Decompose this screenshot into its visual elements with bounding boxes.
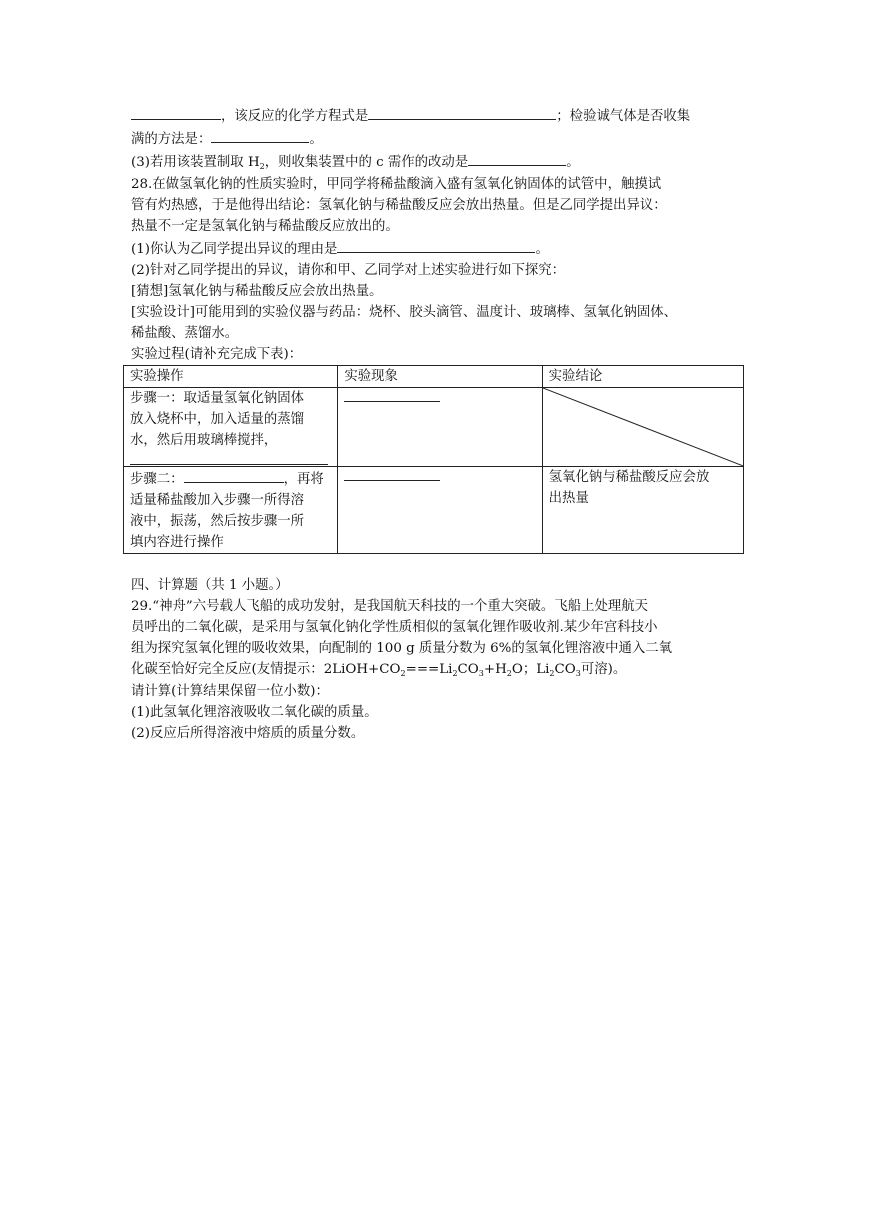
q28-part-2: (2)针对乙同学提出的异议，请你和甲、乙同学对上述实验进行如下探究： [131, 263, 566, 278]
step2-phenomenon-cell [338, 467, 542, 554]
q29-line-2: 员呼出的二氧化碳，是采用与氢氧化钠化学性质相似的氢氧化锂作吸收剂.某少年宫科技小 [131, 620, 658, 635]
q29-line-4 [131, 659, 751, 681]
q29-part-2: (2)反应后所得溶液中熔质的质量分数。 [131, 726, 365, 741]
subscript: 2 [259, 162, 265, 171]
table-header: 实验结论 [542, 366, 743, 388]
q29-line-1: 29.“神舟”六号载人飞船的成功发射，是我国航天科技的一个重大突破。飞船上处理航天 [131, 599, 649, 614]
cell-line: 出热量 [548, 491, 589, 506]
q29-line-3: 组为探究氢氧化锂的吸收效果，向配制的 100 g 质量分数为 6%的氢氧化锂溶液中通入二氧 [131, 641, 673, 656]
text: +H [483, 662, 507, 677]
cell-line: 放入烧杯中，加入适量的蒸馏 [130, 412, 305, 427]
q28-line-2: 管有灼热感，于是他得出结论：氢氧化钠与稀盐酸反应会放出热量。但是乙同学提出异议： [131, 198, 667, 213]
subscript: 2 [506, 669, 512, 678]
text: O；Li [511, 662, 550, 677]
q28-design-2: 稀盐酸、蒸馏水。 [131, 326, 239, 341]
cell-line: 液中，振荡，然后按步骤一所 [130, 514, 305, 529]
text: CO [554, 662, 576, 677]
answer-blank[interactable] [184, 467, 284, 483]
text: 化碳至恰好完全反应(友情提示：2LiOH+CO [131, 662, 401, 677]
q27-line-1 [131, 104, 751, 127]
table-row [124, 467, 744, 554]
cell-line: 氢氧化钠与稀盐酸反应会放 [548, 470, 710, 485]
table-header-row [124, 366, 744, 388]
q29-ask: 请计算(计算结果保留一位小数)： [131, 684, 329, 699]
q29-part-1: (1)此氢氧化锂溶液吸收二氧化碳的质量。 [131, 705, 378, 720]
subscript: 2 [452, 669, 458, 678]
q28-guess: [猜想]氢氧化钠与稀盐酸反应会放出热量。 [131, 284, 383, 299]
q28-line-3: 热量不一定是氢氧化钠与稀盐酸反应放出的。 [131, 219, 399, 234]
cell-line: 填内容进行操作 [130, 535, 224, 550]
answer-blank[interactable] [211, 127, 309, 143]
step2-operation-cell [124, 467, 338, 554]
text: (3)若用该装置制取 H [131, 155, 260, 170]
subscript: 3 [575, 669, 581, 678]
table-row [124, 388, 744, 467]
step1-phenomenon-cell [338, 388, 542, 467]
text: ，再将 [283, 472, 324, 487]
q28-design-1: [实验设计]可能用到的实验仪器与药品：烧杯、胶头滴管、温度计、玻璃棒、氢氧化钠固体、 [131, 305, 678, 320]
text: 满的方法是： [131, 132, 212, 147]
section-heading: 四、计算题（共 1 小题。） [131, 578, 289, 593]
text: 。 [566, 155, 580, 170]
text: ；检验诚气体是否收集 [556, 109, 691, 124]
step2-conclusion-cell [542, 467, 743, 554]
cell-line: 水，然后用玻璃棒搅拌， [130, 433, 278, 448]
answer-blank[interactable] [130, 456, 328, 465]
cell-line [130, 467, 331, 490]
answer-blank[interactable] [344, 389, 440, 402]
answer-blank[interactable] [131, 104, 221, 120]
answer-blank[interactable] [368, 104, 556, 120]
q27-line-3 [131, 150, 751, 174]
subscript: 3 [478, 669, 484, 678]
document-page [131, 104, 751, 744]
text: ，该反应的化学方程式是 [221, 109, 369, 124]
subscript: 2 [400, 669, 406, 678]
cell-line: 适量稀盐酸加入步骤一所得溶 [130, 493, 305, 508]
text: 。 [535, 242, 549, 257]
text: 。 [309, 132, 323, 147]
text: 可溶)。 [580, 662, 627, 677]
experiment-table [123, 365, 744, 554]
step1-operation-cell [124, 388, 338, 467]
text: 步骤二： [130, 472, 184, 487]
cell-line: 步骤一：取适量氢氧化钠固体 [130, 391, 305, 406]
answer-blank[interactable] [337, 237, 535, 253]
q28-line-1: 28.在做氢氧化钠的性质实验时，甲同学将稀盐酸滴入盛有氢氧化钠固体的试管中，触摸试 [131, 177, 662, 192]
step1-conclusion-cell [542, 388, 743, 467]
q28-part-1 [131, 237, 751, 260]
table-header: 实验现象 [338, 366, 542, 388]
answer-blank[interactable] [344, 468, 440, 481]
text: CO [457, 662, 479, 677]
text: ，则收集装置中的 c 需作的改动是 [264, 155, 469, 170]
q27-line-2 [131, 127, 751, 150]
subscript: 2 [549, 669, 555, 678]
table-header: 实验操作 [124, 366, 338, 388]
q28-process: 实验过程(请补充完成下表)： [131, 347, 303, 362]
answer-blank[interactable] [468, 150, 566, 166]
text: (1)你认为乙同学提出异议的理由是 [131, 242, 338, 257]
diagonal-line [543, 388, 743, 466]
text: ===Li [405, 662, 453, 677]
